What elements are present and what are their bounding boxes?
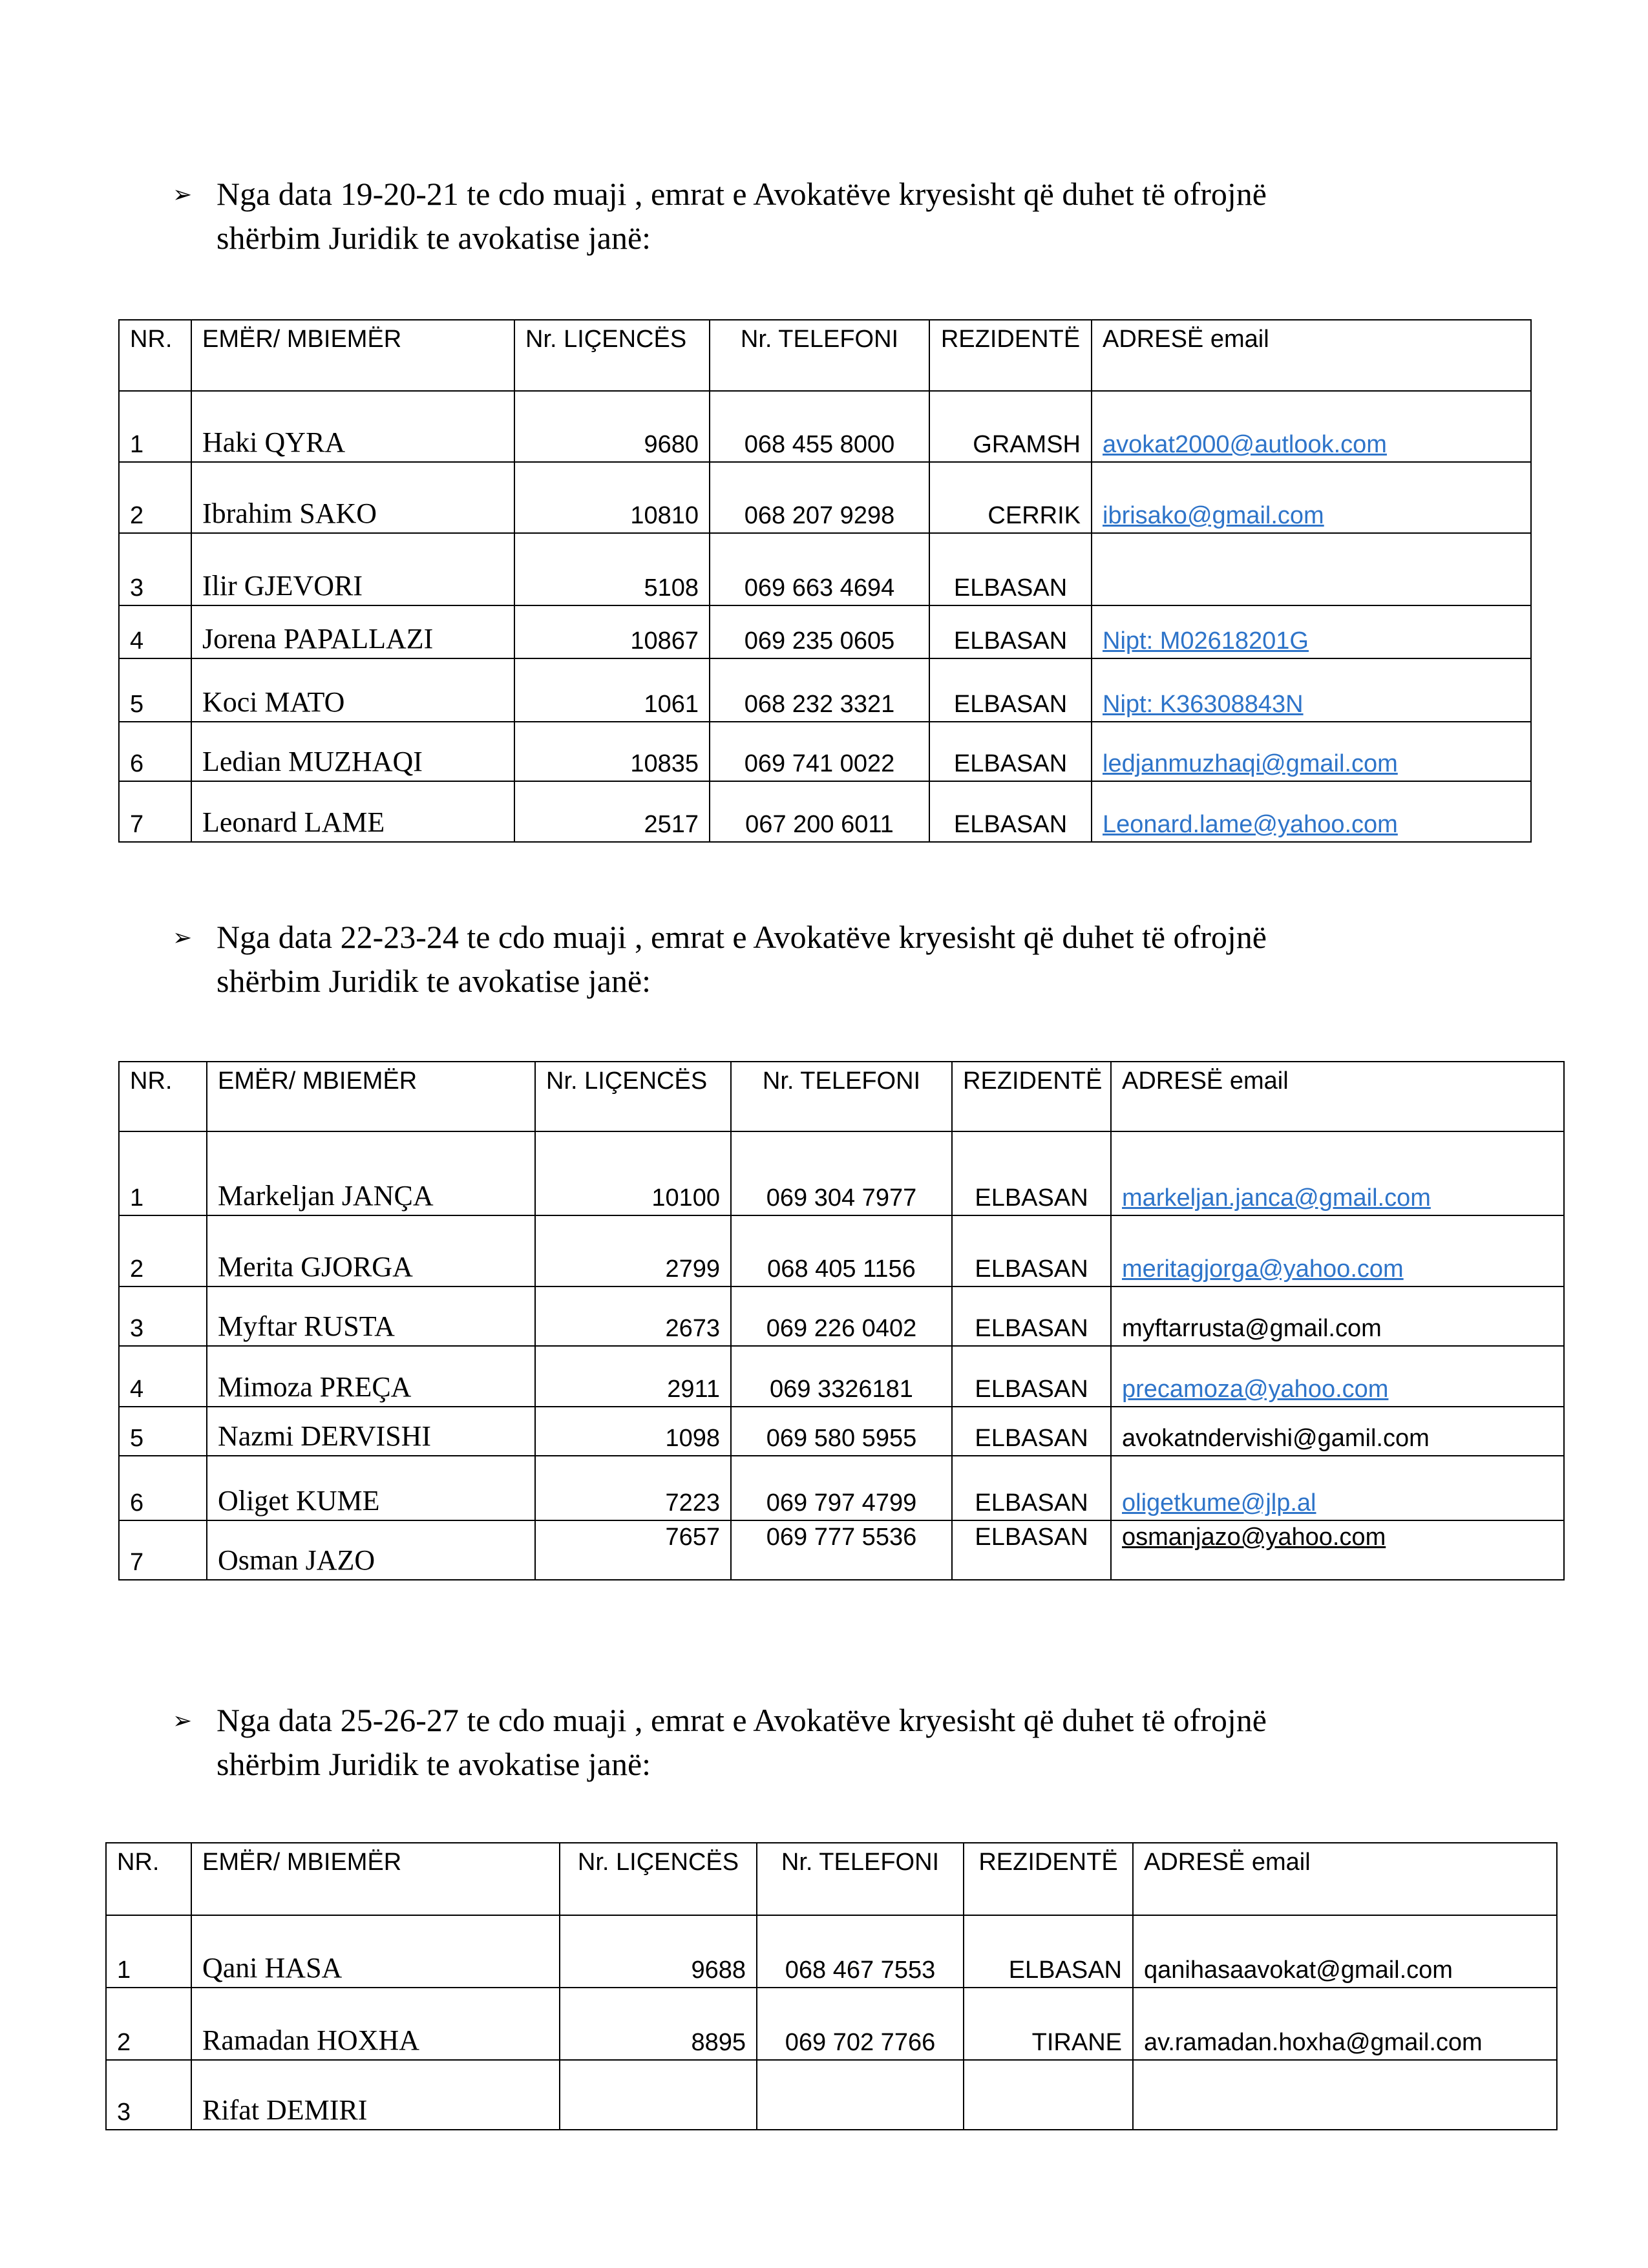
row-resident: ELBASAN [952,1286,1111,1346]
table-row [119,1407,1564,1456]
row-nr: 6 [119,1456,207,1520]
col-header-email: ADRESË email [1133,1843,1557,1915]
row-name: Qani HASA [191,1915,560,1988]
lawyers-table-2 [118,1061,1565,1580]
col-header-license: Nr. LIÇENCËS [560,1843,757,1915]
table-row [119,1286,1564,1346]
row-resident: ELBASAN [929,722,1092,781]
row-email-text: myftarrusta@gmail.com [1122,1315,1382,1342]
row-resident: ELBASAN [952,1520,1111,1580]
table-row [119,1215,1564,1286]
table-row [119,1456,1564,1520]
section-heading-line2: shërbim Juridik te avokatise janë: [217,1746,651,1782]
row-email-empty [1133,2060,1557,2130]
table-header-row [106,1843,1557,1915]
col-header-resident: REZIDENTË [964,1843,1133,1915]
row-phone: 068 207 9298 [710,462,929,533]
row-name: Markeljan JANÇA [207,1131,535,1215]
table-row [119,1131,1564,1215]
row-name: Merita GJORGA [207,1215,535,1286]
row-name: Jorena PAPALLAZI [191,605,514,658]
table-row [119,781,1531,842]
row-license: 2517 [514,781,710,842]
col-header-name: EMËR/ MBIEMËR [191,1843,560,1915]
row-phone: 069 235 0605 [710,605,929,658]
table-row [106,1915,1557,1988]
col-header-resident: REZIDENTË [929,320,1092,391]
row-license: 1098 [535,1407,731,1456]
row-nr: 3 [106,2060,191,2130]
row-nr: 1 [106,1915,191,1988]
row-nipt-link[interactable]: Nipt: M02618201G [1103,627,1309,655]
row-resident: CERRIK [929,462,1092,533]
arrow-bullet-icon: ➢ [173,1708,193,1734]
section-heading-line1: Nga data 25-26-27 te cdo muaji , emrat e Avokatëve kryesisht që duhet të ofrojnë [217,1702,1267,1738]
row-nipt-link[interactable]: Nipt: K36308843N [1103,691,1304,718]
lawyers-table-1 [118,319,1532,843]
row-phone: 069 777 5536 [731,1520,952,1580]
row-nr: 3 [119,533,191,605]
row-license: 2799 [535,1215,731,1286]
row-email-link[interactable]: markeljan.janca@gmail.com [1122,1184,1431,1212]
row-license: 9680 [514,391,710,462]
row-email-link[interactable]: avokat2000@autlook.com [1103,431,1387,458]
row-phone: 067 200 6011 [710,781,929,842]
row-license: 7657 [535,1520,731,1580]
row-email-link[interactable]: osmanjazo@yahoo.com [1122,1524,1386,1551]
row-phone [757,2060,964,2130]
row-name: Oliget KUME [207,1456,535,1520]
row-resident [964,2060,1133,2130]
row-phone: 068 455 8000 [710,391,929,462]
lawyers-table-3 [105,1842,1558,2130]
row-license: 5108 [514,533,710,605]
table-row [119,1520,1564,1580]
table-row [119,605,1531,658]
row-nr: 7 [119,1520,207,1580]
row-email-link[interactable]: precamoza@yahoo.com [1122,1376,1389,1403]
row-resident: ELBASAN [952,1131,1111,1215]
col-header-license: Nr. LIÇENCËS [514,320,710,391]
row-resident: ELBASAN [929,533,1092,605]
row-resident: ELBASAN [929,658,1092,722]
section-3-heading [173,1698,1267,1786]
col-header-phone: Nr. TELEFONI [731,1062,952,1131]
row-resident: ELBASAN [952,1407,1111,1456]
col-header-phone: Nr. TELEFONI [710,320,929,391]
row-email-link[interactable]: meritagjorga@yahoo.com [1122,1255,1404,1283]
row-resident: TIRANE [964,1988,1133,2060]
row-nr: 1 [119,391,191,462]
row-nr: 5 [119,1407,207,1456]
row-nr: 4 [119,1346,207,1407]
col-header-email: ADRESË email [1092,320,1531,391]
table-row [119,533,1531,605]
row-phone: 069 663 4694 [710,533,929,605]
row-resident: ELBASAN [929,605,1092,658]
row-license: 2911 [535,1346,731,1407]
row-email-link[interactable]: ibrisako@gmail.com [1103,502,1324,529]
row-nr: 2 [119,462,191,533]
col-header-resident: REZIDENTË [952,1062,1111,1131]
section-heading-line2: shërbim Juridik te avokatise janë: [217,963,651,999]
row-email-link[interactable]: ledjanmuzhaqi@gmail.com [1103,750,1398,777]
table-row [119,462,1531,533]
row-nr: 2 [106,1988,191,2060]
row-phone: 068 232 3321 [710,658,929,722]
section-heading-line2: shërbim Juridik te avokatise janë: [217,220,651,256]
row-phone: 069 304 7977 [731,1131,952,1215]
col-header-phone: Nr. TELEFONI [757,1843,964,1915]
row-license: 10810 [514,462,710,533]
row-email-text: av.ramadan.hoxha@gmail.com [1144,2029,1483,2056]
col-header-nr: NR. [106,1843,191,1915]
row-resident: GRAMSH [929,391,1092,462]
row-name: Osman JAZO [207,1520,535,1580]
row-phone: 069 741 0022 [710,722,929,781]
row-license: 1061 [514,658,710,722]
table-row [119,658,1531,722]
table-row [106,2060,1557,2130]
row-nr: 7 [119,781,191,842]
row-phone: 068 405 1156 [731,1215,952,1286]
row-name: Ibrahim SAKO [191,462,514,533]
col-header-email: ADRESË email [1111,1062,1564,1131]
row-email-text: avokatndervishi@gamil.com [1122,1425,1430,1452]
row-name: Leonard LAME [191,781,514,842]
row-email-text: qanihasaavokat@gmail.com [1144,1957,1453,1984]
table-row [106,1988,1557,2060]
row-license: 7223 [535,1456,731,1520]
row-license: 10835 [514,722,710,781]
row-name: Myftar RUSTA [207,1286,535,1346]
row-resident: ELBASAN [952,1215,1111,1286]
row-phone: 069 3326181 [731,1346,952,1407]
arrow-bullet-icon: ➢ [173,925,193,951]
arrow-bullet-icon: ➢ [173,182,193,208]
row-license: 9688 [560,1915,757,1988]
row-name: Ilir GJEVORI [191,533,514,605]
row-nr: 6 [119,722,191,781]
table-row [119,722,1531,781]
col-header-license: Nr. LIÇENCËS [535,1062,731,1131]
table-header-row [119,1062,1564,1131]
row-name: Nazmi DERVISHI [207,1407,535,1456]
row-name: Ramadan HOXHA [191,1988,560,2060]
row-name: Rifat DEMIRI [191,2060,560,2130]
col-header-name: EMËR/ MBIEMËR [191,320,514,391]
row-phone: 069 580 5955 [731,1407,952,1456]
row-nr: 4 [119,605,191,658]
row-email-link[interactable]: Leonard.lame@yahoo.com [1103,811,1398,838]
row-email-empty [1092,533,1531,605]
section-heading-line1: Nga data 22-23-24 te cdo muaji , emrat e Avokatëve kryesisht që duhet të ofrojnë [217,919,1267,955]
row-license: 2673 [535,1286,731,1346]
row-phone: 069 226 0402 [731,1286,952,1346]
row-nr: 2 [119,1215,207,1286]
row-license: 8895 [560,1988,757,2060]
row-license [560,2060,757,2130]
col-header-nr: NR. [119,1062,207,1131]
table-header-row [119,320,1531,391]
row-license: 10100 [535,1131,731,1215]
row-resident: ELBASAN [952,1346,1111,1407]
row-phone: 069 702 7766 [757,1988,964,2060]
row-name: Haki QYRA [191,391,514,462]
section-2-heading [173,915,1267,1003]
row-email-link[interactable]: oligetkume@jlp.al [1122,1489,1316,1517]
row-resident: ELBASAN [952,1456,1111,1520]
row-name: Ledian MUZHAQI [191,722,514,781]
table-row [119,391,1531,462]
col-header-nr: NR. [119,320,191,391]
row-phone: 068 467 7553 [757,1915,964,1988]
row-phone: 069 797 4799 [731,1456,952,1520]
row-resident: ELBASAN [964,1915,1133,1988]
row-license: 10867 [514,605,710,658]
section-heading-line1: Nga data 19-20-21 te cdo muaji , emrat e Avokatëve kryesisht që duhet të ofrojnë [217,176,1267,212]
section-1-heading [173,172,1267,260]
row-nr: 5 [119,658,191,722]
row-nr: 1 [119,1131,207,1215]
row-nr: 3 [119,1286,207,1346]
table-row [119,1346,1564,1407]
col-header-name: EMËR/ MBIEMËR [207,1062,535,1131]
row-name: Koci MATO [191,658,514,722]
row-name: Mimoza PREÇA [207,1346,535,1407]
row-resident: ELBASAN [929,781,1092,842]
